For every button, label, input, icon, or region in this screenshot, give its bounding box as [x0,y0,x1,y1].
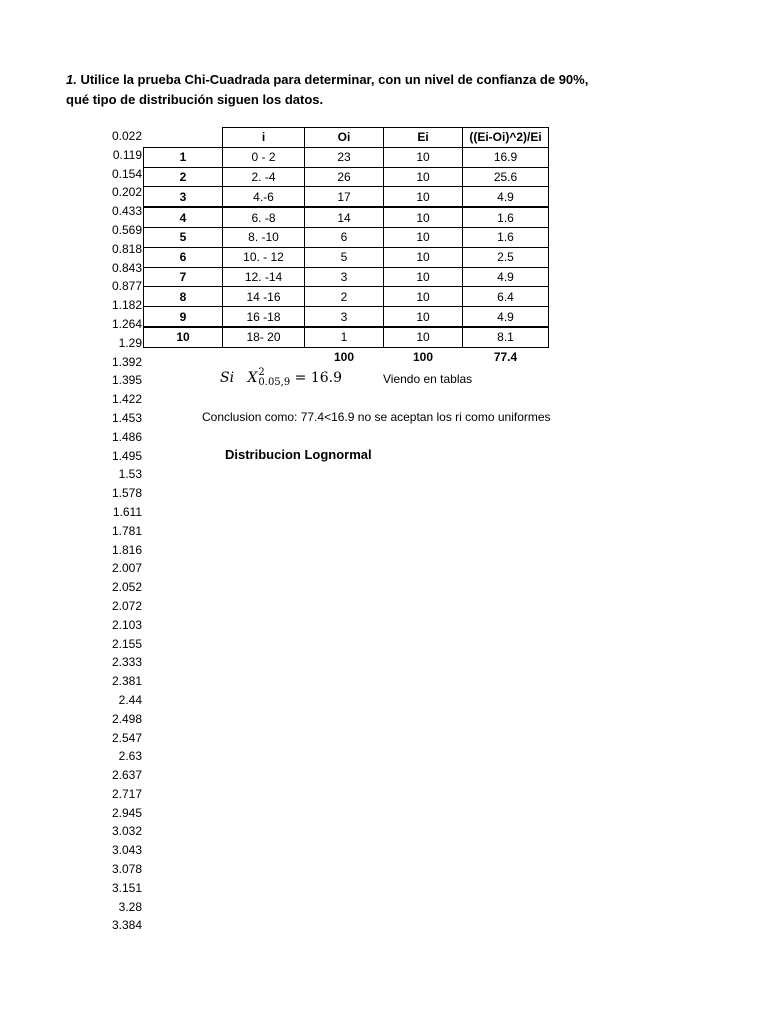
table-cell: 23 [305,147,384,167]
table-cell: 10 [384,227,463,247]
table-cell: 12. -14 [223,267,305,287]
data-value: 3.078 [111,862,142,877]
table-cell: 2 [144,167,223,187]
table-header-cell [144,128,223,148]
problem-number: 1. [66,72,77,87]
table-cell: 6 [144,247,223,267]
frequency-table [143,127,549,367]
table-row [144,227,549,247]
data-value: 2.63 [118,749,142,764]
table-cell: 14 -16 [223,287,305,307]
problem-statement [66,70,706,110]
table-cell: 2. -4 [223,167,305,187]
table-total-cell: 77.4 [493,350,518,365]
table-cell: 10 [384,267,463,287]
table-cell: 10 [384,327,463,347]
table-cell: 1 [144,147,223,167]
data-value: 0.119 [112,147,142,162]
table-cell: 0 - 2 [223,147,305,167]
table-cell: 2.5 [463,247,549,267]
table-cell: 2 [305,287,384,307]
table-total-cell [223,347,305,366]
table-total-cell: 100 [333,350,355,365]
data-value: 1.392 [111,354,142,369]
data-value: 3.384 [111,918,142,933]
data-value: 1.578 [111,486,142,501]
table-cell: 10 [144,327,223,347]
table-cell: 6.4 [463,287,549,307]
data-value: 2.498 [111,711,142,726]
table-cell: 1.6 [463,207,549,227]
data-values-column [100,127,142,935]
table-cell: 10 [384,307,463,327]
table-cell: 10 [384,247,463,267]
data-value: 2.333 [111,655,142,670]
table-cell: 1.6 [463,227,549,247]
data-value: 0.877 [111,279,142,294]
data-value: 2.072 [111,598,142,613]
data-value: 1.422 [111,392,142,407]
problem-text-1: Utilice la prueba Chi-Cuadrada para determinar, con un nivel de confianza de 90%, [80,72,589,87]
table-cell: 5 [144,227,223,247]
problem-line-2: qué tipo de distribución siguen los datos. [66,92,324,107]
table-cell: 6. -8 [223,207,305,227]
table-cell: 16 -18 [223,307,305,327]
data-value: 2.637 [111,768,142,783]
data-value: 0.818 [111,241,142,256]
table-total-cell [144,347,223,366]
table-row [144,247,549,267]
stat-subscript: 0.05,9 [258,377,291,388]
data-value: 2.052 [111,580,142,595]
table-totals-row [144,347,549,366]
stat-superscript: 2 [258,367,265,378]
table-cell: 3 [305,267,384,287]
table-header-cell: ((Ei-Oi)^2)/Ei [463,128,549,148]
table-cell: 4.9 [463,307,549,327]
data-value: 2.381 [111,674,142,689]
table-cell: 10 [384,167,463,187]
data-value: 1.395 [111,373,142,388]
data-value: 2.44 [118,692,142,707]
data-value: 3.151 [111,880,142,895]
data-value: 1.816 [111,542,142,557]
table-cell: 1 [305,327,384,347]
data-value: 2.103 [111,617,142,632]
data-value: 1.453 [111,410,142,425]
table-cell: 10 [384,147,463,167]
table-row [144,187,549,207]
table-cell: 3 [305,307,384,327]
table-cell: 10 [384,207,463,227]
table-cell: 4.9 [463,187,549,207]
table-cell: 18- 20 [223,327,305,347]
table-cell: 6 [305,227,384,247]
data-value: 1.29 [118,335,142,350]
table-cell: 4.-6 [223,187,305,207]
table-cell: 7 [144,267,223,287]
table-header-cell: Oi [305,128,384,148]
table-row [144,307,549,327]
table-cell: 16.9 [463,147,549,167]
conclusion-text: Conclusion como: 77.4<16.9 no se aceptan los ri como uniformes [202,410,551,424]
table-cell: 14 [305,207,384,227]
table-cell: 17 [305,187,384,207]
data-value: 1.53 [118,467,142,482]
data-value: 1.264 [111,316,142,331]
data-value: 2.717 [111,786,142,801]
data-value: 1.495 [111,448,142,463]
data-value: 3.043 [111,843,142,858]
table-header-row [144,128,549,148]
stat-equals: = 16.9 [294,370,343,386]
table-cell: 8 [144,287,223,307]
table-row [144,327,549,347]
data-value: 1.182 [111,298,142,313]
data-value: 0.433 [111,204,142,219]
table-total-cell: 100 [412,350,434,365]
table-cell: 4.9 [463,267,549,287]
data-value: 2.155 [111,636,142,651]
data-value: 2.945 [111,805,142,820]
stat-symbol: X [247,370,258,386]
data-value: 0.843 [111,260,142,275]
table-header-cell: i [223,128,305,148]
table-cell: 5 [305,247,384,267]
data-value: 0.569 [111,222,142,237]
table-note: Viendo en tablas [383,372,473,386]
table-row [144,207,549,227]
table-cell: 8. -10 [223,227,305,247]
data-value: 1.781 [111,523,142,538]
data-value: 2.007 [111,561,142,576]
table-row [144,267,549,287]
table-cell: 25.6 [463,167,549,187]
table-row [144,147,549,167]
data-value: 1.486 [111,429,142,444]
table-cell: 10. - 12 [223,247,305,267]
data-value: 3.032 [111,824,142,839]
data-value: 0.202 [111,185,142,200]
table-cell: 26 [305,167,384,187]
table-cell: 4 [144,207,223,227]
data-value: 3.28 [118,899,142,914]
data-value: 0.022 [111,129,142,143]
data-value: 2.547 [111,730,142,745]
table-cell: 8.1 [463,327,549,347]
table-cell: 10 [384,187,463,207]
stat-si: Si [220,370,235,386]
table-row [144,287,549,307]
table-row [144,167,549,187]
data-value: 1.611 [112,504,142,519]
table-header-cell: Ei [384,128,463,148]
problem-line-1 [66,70,706,90]
distribution-result: Distribucion Lognormal [225,447,372,462]
table-cell: 9 [144,307,223,327]
table-cell: 3 [144,187,223,207]
data-value: 0.154 [111,166,142,181]
table-cell: 10 [384,287,463,307]
chi-square-statistic [220,368,342,388]
stat-indices [258,368,290,388]
